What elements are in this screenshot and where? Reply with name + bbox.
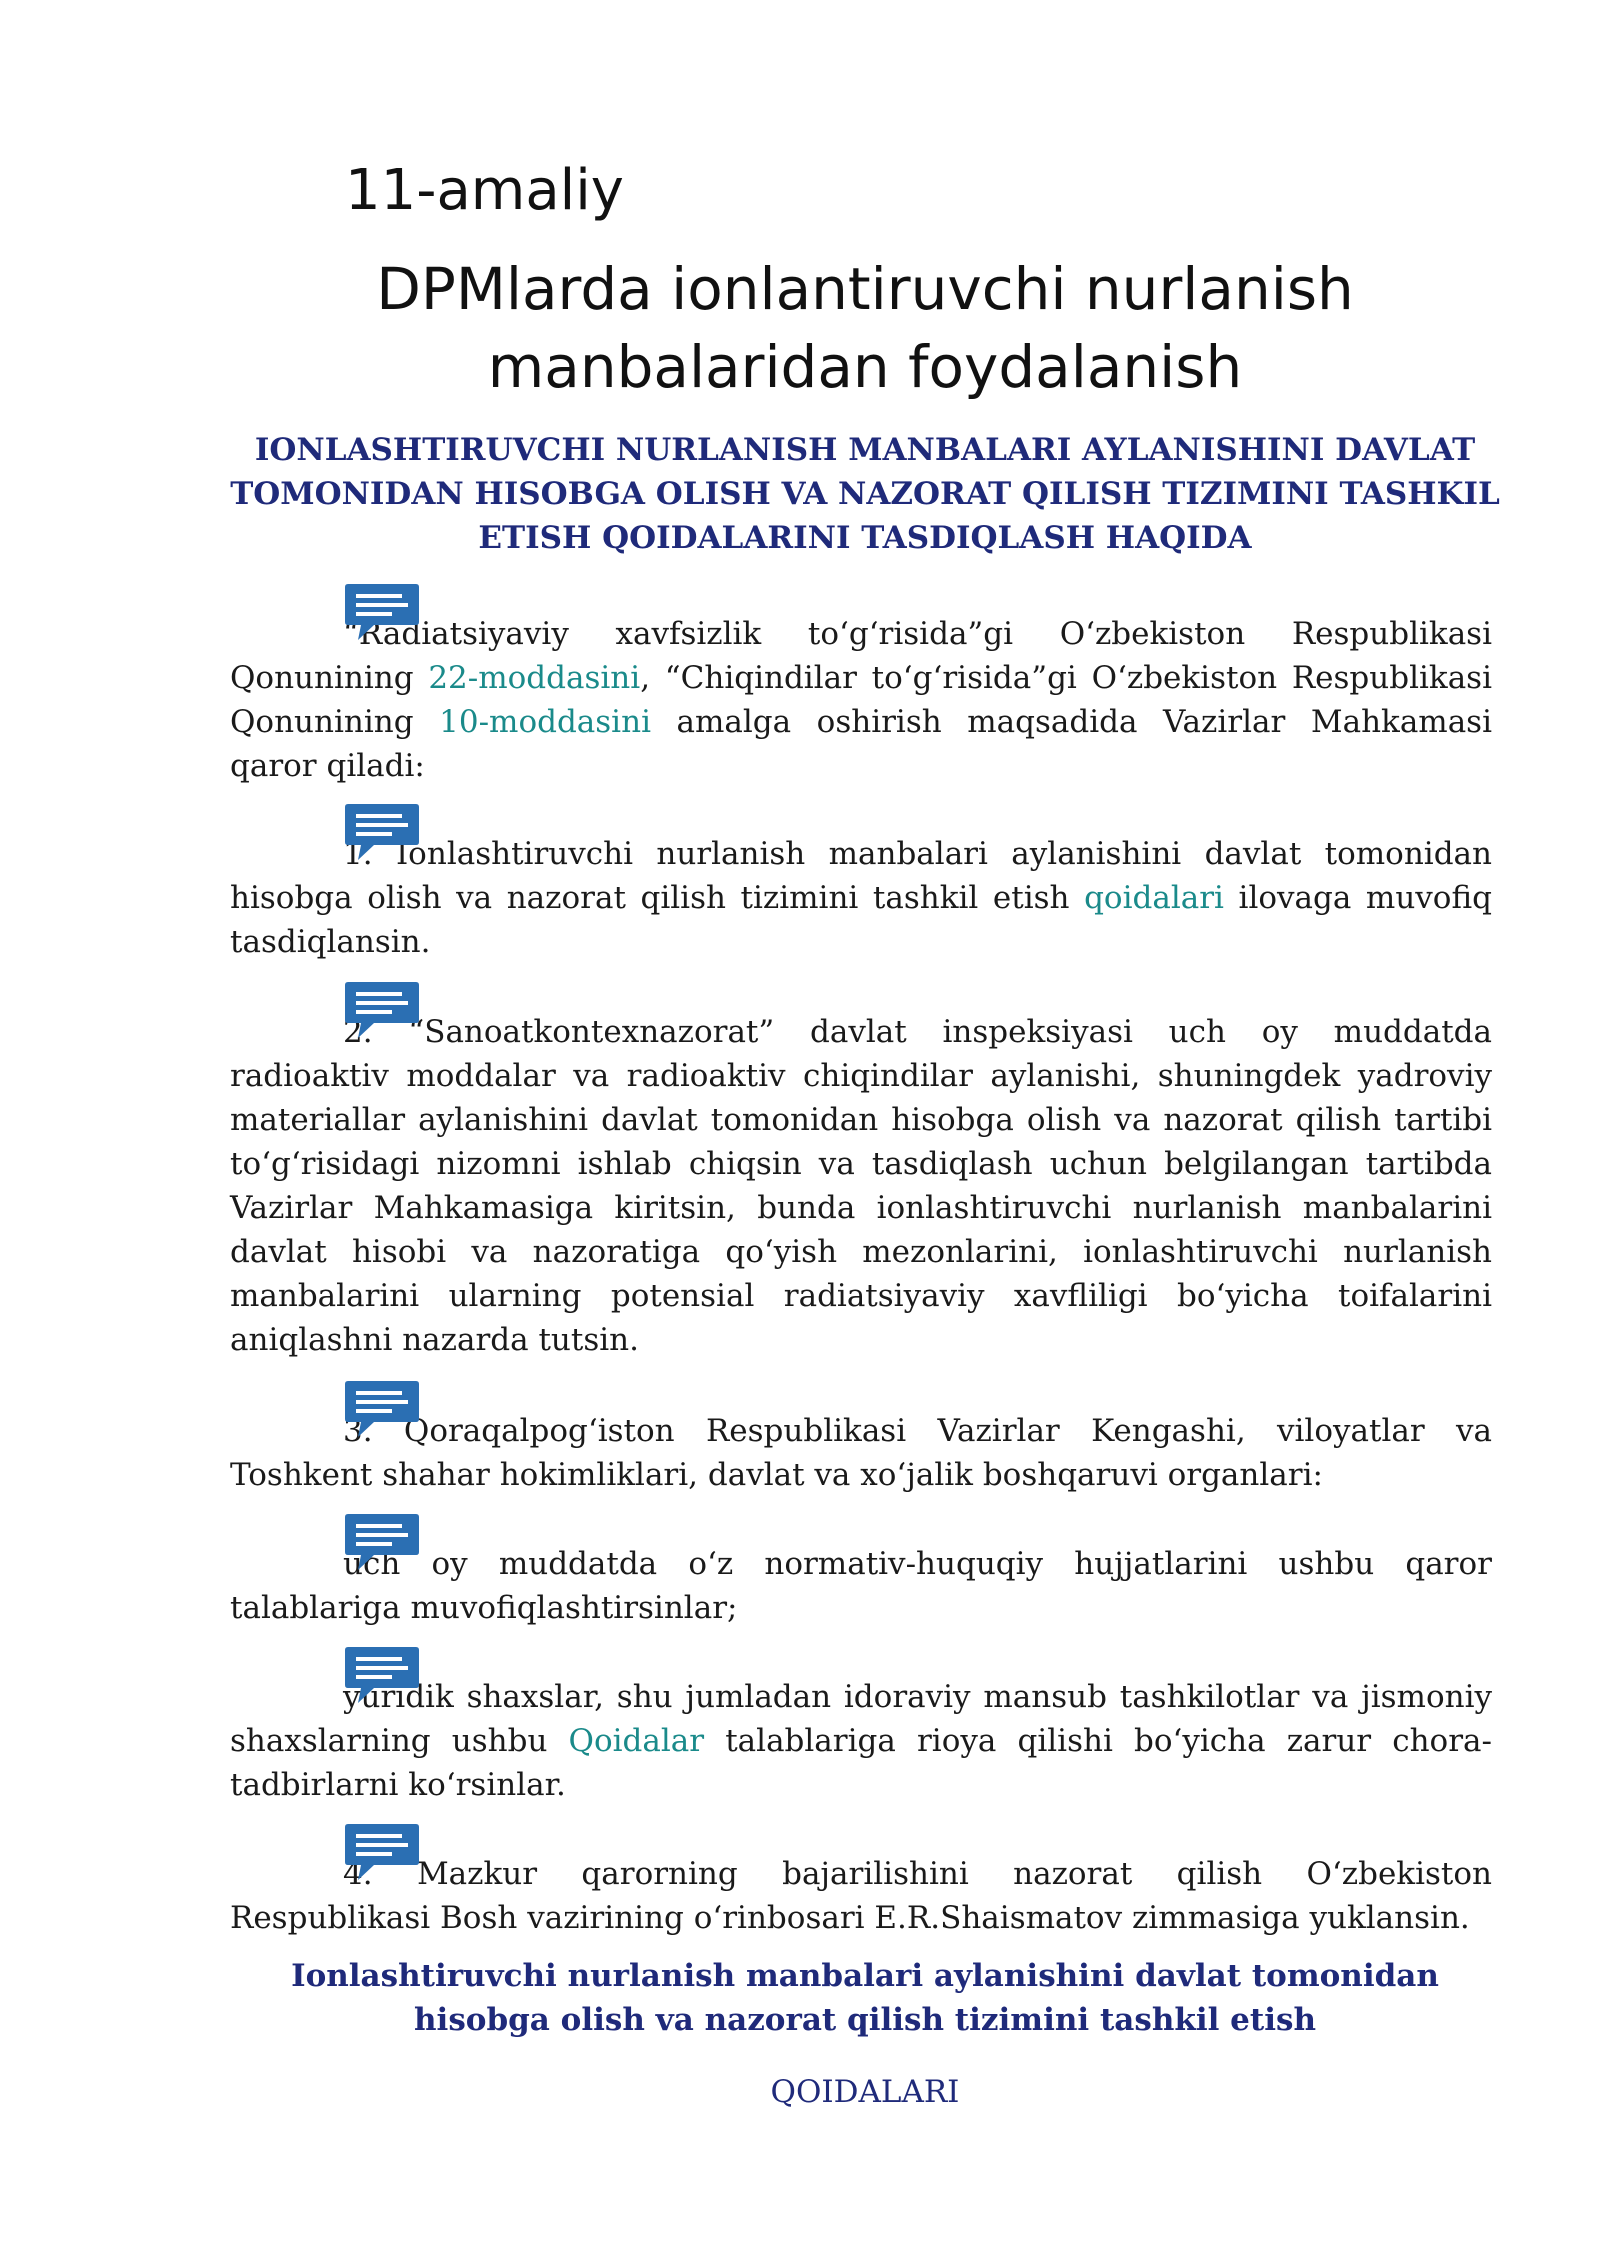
clause-4-paragraph <box>230 1852 1492 1940</box>
comment-icon[interactable] <box>344 582 420 642</box>
paragraph-text: talablariga rioya qilishi bo‘yicha zarur chora-tadbirlarni ko‘rsinlar. <box>230 1723 1492 1803</box>
paragraph-text: amalga oshirish maqsadida Vazirlar Mahkamasi qaror qiladi: <box>230 704 1492 784</box>
rules-link[interactable]: qoidalari <box>1084 880 1224 916</box>
paragraph-text: uch oy muddatda o‘z normativ-huquqiy hujjatlarini ushbu qaror talablariga muvofiqlashtirsinlar; <box>230 1546 1492 1626</box>
article-22-link[interactable]: 22-moddasini <box>428 660 641 696</box>
clause-1-paragraph <box>230 832 1492 964</box>
practical-label: 11-amaliy <box>345 158 624 223</box>
title-line-2: manbalaridan foydalanish <box>487 333 1243 401</box>
paragraph-text: ilovaga muvofiq tasdiqlansin. <box>230 880 1492 960</box>
paragraph-text: , “Chiqindilar to‘g‘risida”gi O‘zbekiston Respublikasi Qonunining <box>230 660 1492 740</box>
decree-heading: IONLASHTIRUVCHI NURLANISH MANBALARI AYLANISHINI DAVLAT TOMONIDAN HISOBGA OLISH VA NAZORAT QILISH TIZIMINI TASHKIL ETISH QOIDALARINI TASDIQLASH HAQIDA <box>230 432 1500 556</box>
subclause-paragraph-1 <box>230 1542 1492 1630</box>
preamble-paragraph <box>230 612 1492 788</box>
paragraph-text: 4. Mazkur qarorning bajarilishini nazorat qilish O‘zbekiston Respublikasi Bosh vazirining o‘rinbosari E.R.Shaismatov zimmasiga yuklansin. <box>230 1856 1492 1936</box>
title-line-1: DPMlarda ionlantiruvchi nurlanish <box>376 255 1354 323</box>
paragraph-text: 1. Ionlashtiruvchi nurlanish manbalari aylanishini davlat tomonidan hisobga olish va nazorat qilish tizimini tashkil etish <box>230 836 1492 916</box>
rules-title: Ionlashtiruvchi nurlanish manbalari aylanishini davlat tomonidan hisobga olish va nazorat qilish tizimini tashkil etish <box>291 1958 1439 2038</box>
rules-subtitle: QOIDALARI <box>770 2074 960 2110</box>
paragraph-text: 3. Qoraqalpog‘iston Respublikasi Vazirlar Kengashi, viloyatlar va Toshkent shahar hokimliklari, davlat va xo‘jalik boshqaruvi organlari: <box>230 1413 1492 1493</box>
comment-icon[interactable] <box>344 980 420 1040</box>
clause-3-paragraph <box>230 1409 1492 1497</box>
comment-icon[interactable] <box>344 802 420 862</box>
clause-2-paragraph <box>230 1010 1492 1362</box>
comment-icon[interactable] <box>344 1512 420 1572</box>
article-10-link[interactable]: 10-moddasini <box>439 704 651 740</box>
comment-icon[interactable] <box>344 1645 420 1705</box>
comment-icon[interactable] <box>344 1379 420 1439</box>
page-title <box>200 250 1530 406</box>
paragraph-text: “Radiatsiyaviy xavfsizlik to‘g‘risida”gi O‘zbekiston Respublikasi Qonunining <box>230 616 1492 696</box>
comment-icon[interactable] <box>344 1822 420 1882</box>
rules-link-2[interactable]: Qoidalar <box>568 1723 705 1759</box>
paragraph-text: yuridik shaxslar, shu jumladan idoraviy mansub tashkilotlar va jismoniy shaxslarning ushbu <box>230 1679 1492 1759</box>
paragraph-text: 2. “Sanoatkontexnazorat” davlat inspeksiyasi uch oy muddatda radioaktiv moddalar va radioaktiv chiqindilar aylanishi, shuningdek yadroviy materiallar aylanishini davlat tomonidan hisobga olish va nazorat qilish tartibi to‘g‘risidagi nizomni ishlab chiqsin va tasdiqlash uchun belgilangan tartibda Vazirlar Mahkamasiga kiritsin, bunda ionlashtiruvchi nurlanish manbalarini davlat hisobi va nazoratiga qo‘yish mezonlarini, ionlashtiruvchi nurlanish manbalarini ularning potensial radiatsiyaviy xavfliligi bo‘yicha toifalarini aniqlashni nazarda tutsin. <box>230 1014 1492 1358</box>
subclause-paragraph-2 <box>230 1675 1492 1807</box>
